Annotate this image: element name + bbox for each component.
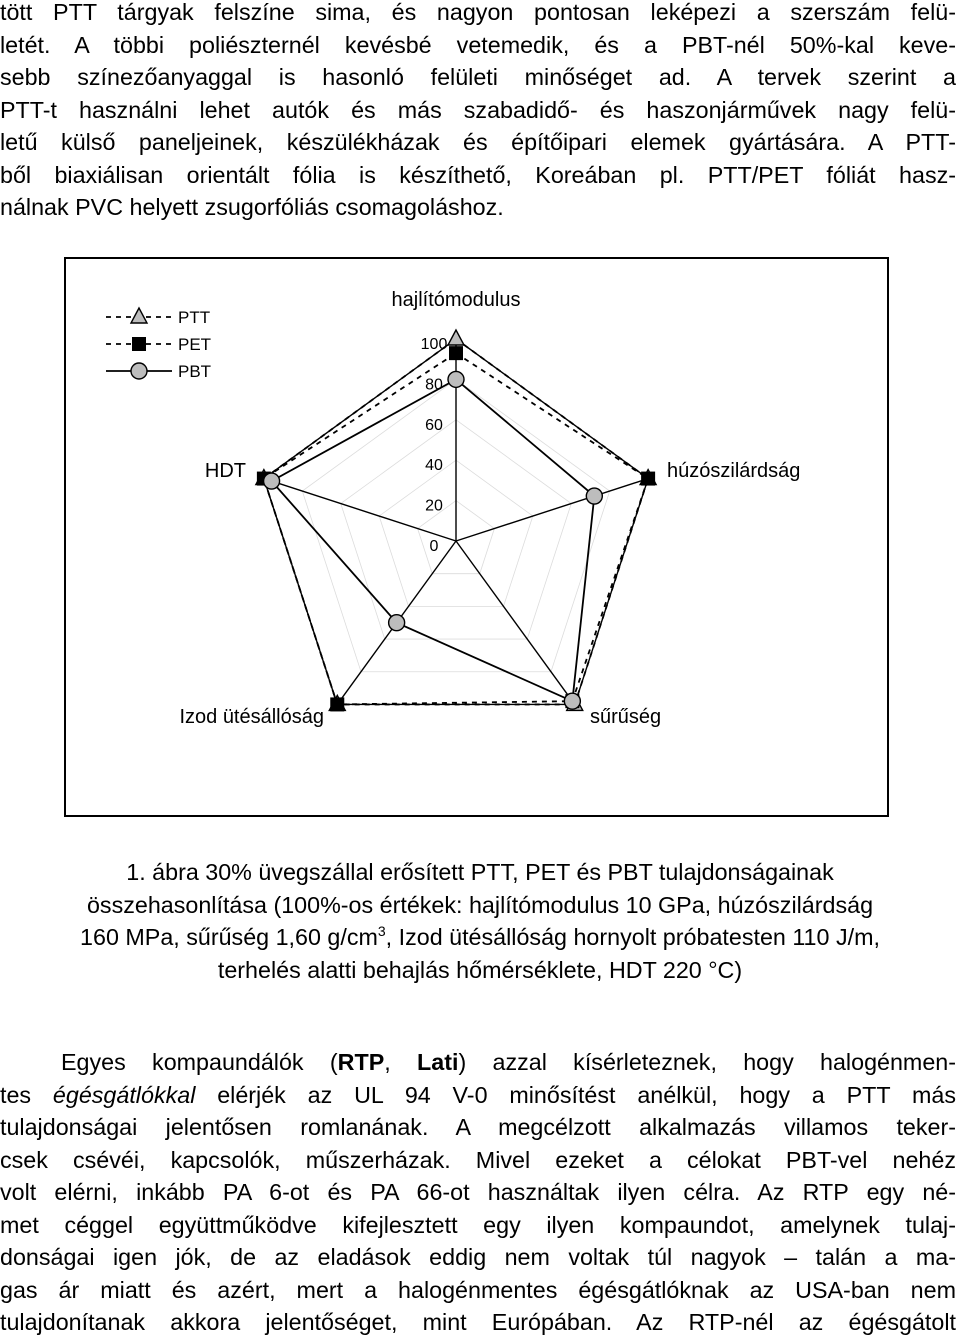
- series-pet-point: [449, 346, 463, 360]
- text-line: [0, 1079, 956, 1112]
- caption-line: 1. ábra 30% üvegszállal erősített PTT, PET és PBT tulajdonságainak: [126, 859, 834, 885]
- axis-label: húzószilárdság: [667, 460, 801, 482]
- text-line: tött PTT tárgyak felszíne sima, és nagyon pontosan leképezi a szerszám felü-: [0, 0, 956, 25]
- figure-caption: [0, 856, 960, 986]
- radar-chart: [64, 257, 889, 817]
- text-line: PTT-t használni lehet autók és más szabadidő- és haszonjárművek nagy felü-: [0, 96, 956, 123]
- legend-label: PTT: [178, 308, 211, 327]
- emphasis: égésgátlókkal: [52, 1081, 196, 1108]
- text-run: elérjék az UL 94 V-0 minősítést anélkül, hogy a PTT más: [195, 1081, 956, 1108]
- text-line: gas ár miatt és azért, mert a halogénmentes égésgátlóknak az USA-ban nem: [0, 1276, 956, 1303]
- text-line: sebb színezőanyaggal is hasonló felületi minőséget ad. A tervek szerint a: [0, 64, 956, 90]
- radial-tick-label: 60: [425, 416, 443, 434]
- text-line: ből biaxiálisan orientált fólia is készíthető, Koreában pl. PTT/PET fóliát hasz-: [0, 161, 956, 188]
- text-line: tulajdonságai jelentősen romlanának. A megcélzott alkalmazás villamos teker-: [0, 1114, 956, 1140]
- radar-labels: [179, 289, 800, 728]
- axis-spoke: [456, 541, 575, 704]
- axis-label: HDT: [204, 460, 246, 482]
- caption-text: 160 MPa, sűrűség 1,60 g/cm: [80, 924, 378, 950]
- caption-line: összehasonlítása (100%-os értékek: hajlítómodulus 10 GPa, húzószilárdság: [86, 891, 874, 918]
- text-line: letét. A többi poliészternél kevésbé vetemedik, és a PBT-nél 50%-kal keve-: [0, 31, 956, 58]
- axis-label: sűrűség: [590, 706, 662, 728]
- axis-label: hajlítómodulus: [391, 289, 521, 311]
- text-line: met céggel együttműködve kifejlesztett egy ilyen kompaundot, amelynek tulaj-: [0, 1211, 956, 1238]
- radial-tick-label: 0: [429, 538, 439, 555]
- radial-tick-label: 80: [425, 376, 443, 394]
- radial-tick-label: 20: [425, 497, 443, 515]
- axis-spoke: [456, 479, 648, 541]
- legend-label: PET: [178, 335, 212, 354]
- caption-line: terhelés alatti behajlás hőmérséklete, HDT 220 °C): [217, 956, 743, 983]
- legend-marker: [131, 363, 147, 379]
- series-pet-point: [330, 697, 344, 711]
- series-pbt-point: [389, 615, 405, 631]
- radial-tick-label: 40: [425, 457, 443, 475]
- caption-text: , Izod ütésállóság hornyolt próbatesten 110 J/m,: [385, 924, 880, 950]
- series-pbt-point: [586, 488, 602, 504]
- series-ptt-point: [448, 330, 464, 345]
- series-pbt-point: [264, 473, 280, 489]
- text-run: tes: [0, 1081, 53, 1108]
- text-run: Egyes kompaundálók (: [61, 1049, 338, 1075]
- top-paragraph: [0, 0, 956, 224]
- text-run: ) azzal kísérleteznek, hogy halogénmen-: [458, 1049, 957, 1075]
- bottom-paragraph: [0, 1046, 956, 1339]
- company-name: Lati: [417, 1049, 459, 1075]
- text-line: [0, 1046, 956, 1079]
- radial-tick-label: 100: [420, 336, 448, 353]
- legend-label: PBT: [178, 362, 212, 381]
- company-name: RTP: [337, 1049, 385, 1075]
- caption-line: [0, 921, 960, 954]
- series-pet-point: [641, 472, 655, 486]
- text-line: csek csévéi, kapcsolók, műszerházak. Mivel ezeket a célokat PBT-vel nehéz: [0, 1146, 956, 1173]
- text-line: donságai igen jók, de az eladások eddig nem voltak túl nagyok – talán a ma-: [0, 1244, 956, 1270]
- text-run: ,: [384, 1049, 418, 1075]
- text-line: volt elérni, inkább PA 6-ot és PA 66-ot használtak ilyen célra. Az RTP egy né-: [0, 1179, 956, 1205]
- legend-marker: [131, 308, 147, 323]
- text-line: tulajdonítanak akkora jelentőséget, mint Európában. Az RTP-nél az égésgátolt: [0, 1309, 956, 1335]
- text-line: letű külső paneljeinek, készülékházak és építőipari elemek gyártására. A PTT-: [0, 129, 956, 155]
- legend-marker: [132, 337, 146, 351]
- text-line: nálnak PVC helyett zsugorfóliás csomagoláshoz.: [0, 194, 504, 220]
- superscript: 3: [377, 923, 386, 939]
- chart-legend: [106, 308, 211, 381]
- axis-label: Izod ütésállóság: [179, 706, 324, 728]
- series-pbt-point: [448, 371, 464, 387]
- series-pbt-point: [564, 693, 580, 709]
